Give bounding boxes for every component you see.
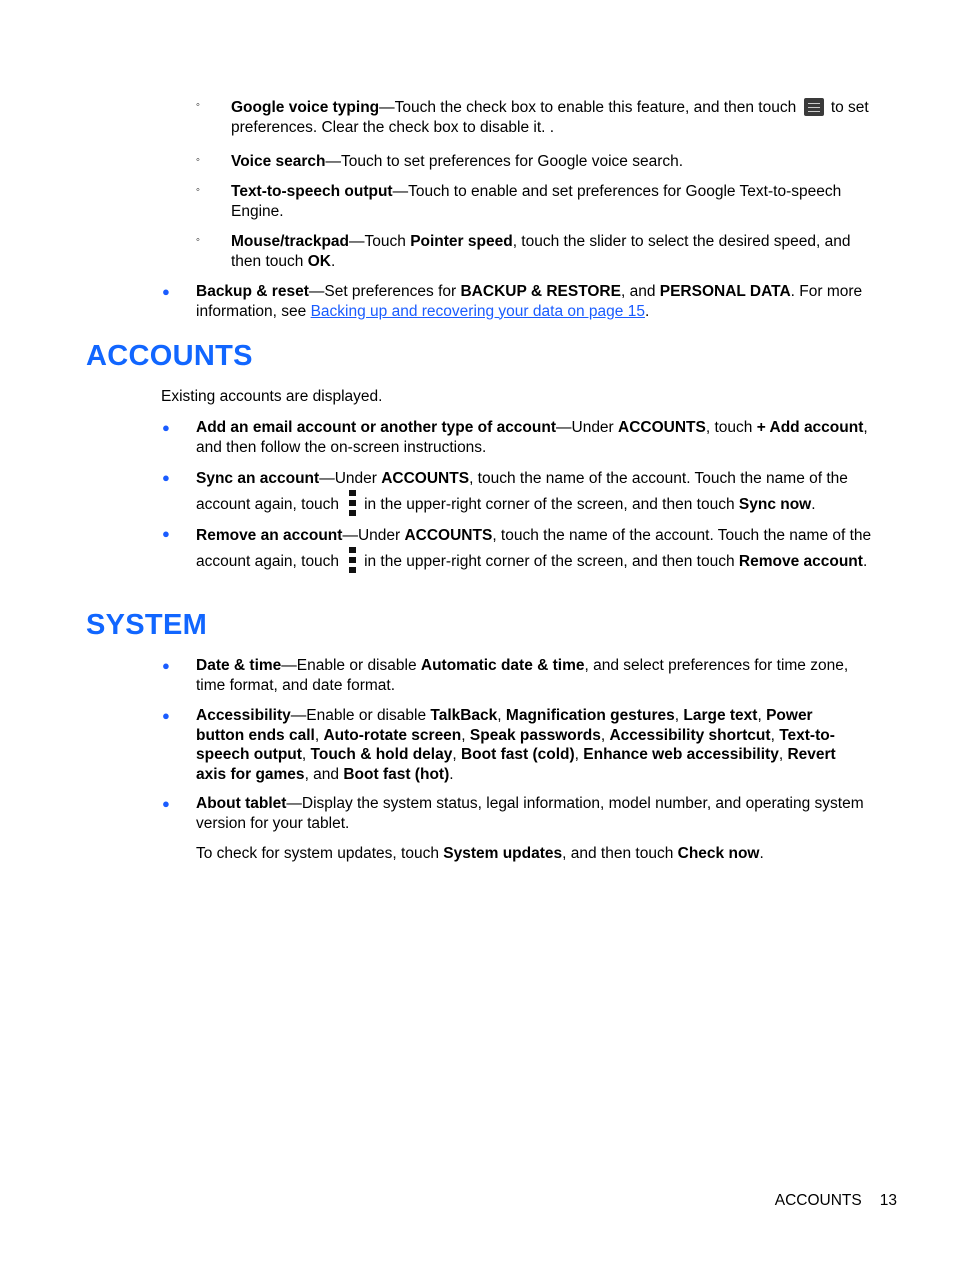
- accounts-heading: ACCOUNTS: [86, 340, 253, 372]
- sub-bullet-marker: ◦: [196, 154, 200, 166]
- accessibility-option: Auto-rotate screen: [323, 726, 462, 744]
- bullet-marker: ●: [162, 658, 170, 673]
- accessibility-option: Boot fast (cold): [460, 746, 575, 763]
- page-footer: [757, 1192, 897, 1210]
- bullet-marker: ●: [162, 420, 170, 435]
- accessibility-option: Revert axis for games: [196, 746, 836, 783]
- bullet-marker: ●: [162, 470, 170, 485]
- system-heading: SYSTEM: [86, 609, 208, 641]
- bullet-marker: ●: [162, 526, 170, 541]
- sub-bullet-marker: ◦: [196, 99, 200, 111]
- item-about-tablet: About tablet—Display the system status, legal information, model number, and operating system version for your tablet.: [196, 795, 864, 832]
- accessibility-option: Power button ends call: [196, 707, 813, 744]
- accessibility-option: Magnification gestures: [505, 707, 675, 724]
- accessibility-option: Accessibility shortcut: [609, 726, 771, 744]
- accessibility-option: Touch & hold delay: [310, 746, 453, 763]
- item-add-account: Add an email account or another type of account—Under ACCOUNTS, touch + Add account, and then follow the on-screen instructions.: [196, 419, 868, 456]
- accounts-intro: Existing accounts are displayed.: [161, 388, 383, 405]
- item-sync-account: Sync an account—Under ACCOUNTS, touch the name of the account. Touch the name of the account again, touch in the upper-right corner of the screen, and then touch Sync now.: [196, 468, 881, 516]
- page-number: 13: [879, 1192, 897, 1209]
- overflow-menu-icon: [349, 547, 356, 573]
- settings-sliders-icon: [804, 98, 824, 116]
- system-updates-note: To check for system updates, touch System updates, and then touch Check now.: [196, 845, 764, 862]
- bullet-marker: ●: [162, 708, 170, 723]
- accessibility-option: TalkBack: [430, 707, 498, 724]
- accessibility-option: Large text: [683, 707, 758, 724]
- item-date-time: Date & time—Enable or disable Automatic date & time, and select preferences for time zone, time format, and date format.: [196, 657, 849, 694]
- sub-bullet-marker: ◦: [196, 234, 200, 246]
- item-voice-search: Voice search—Touch to set preferences for Google voice search.: [231, 153, 684, 170]
- item-backup-reset: Backup & reset—Set preferences for BACKUP & RESTORE, and PERSONAL DATA. For more information, see Backing up and recovering your data on page 15.: [196, 283, 863, 320]
- bullet-marker: ●: [162, 284, 170, 299]
- item-text-to-speech: Text-to-speech output—Touch to enable and set preferences for Google Text-to-speech Engine.: [231, 183, 842, 220]
- accessibility-option: Text-to-speech output: [196, 726, 835, 763]
- item-google-voice-typing: Google voice typing—Touch the check box to enable this feature, and then touch to set preferences. Clear the check box to disable it. .: [231, 99, 869, 136]
- item-accessibility: Accessibility—Enable or disable TalkBack, Magnification gestures, Large text, Power button ends call, Auto-rotate screen, Speak passwords, Accessibility shortcut, Text-to-speech output, Touch & hold delay, Boot fast (cold), Enhance web accessibility, Revert axis for games, and Boot fast (hot).: [196, 707, 836, 783]
- backup-link[interactable]: Backing up and recovering your data on page 15: [310, 302, 645, 320]
- accessibility-options: TalkBack, Magnification gestures, Large text, Power button ends call, Auto-rotate screen, Speak passwords, Accessibility shortcut, Text-to-speech output, Touch & hold delay, Boot fast (cold), Enhance web accessibility, Revert axis for games: [196, 707, 836, 783]
- accessibility-option: Enhance web accessibility: [583, 746, 779, 763]
- item-mouse-trackpad: Mouse/trackpad—Touch Pointer speed, touch the slider to select the desired speed, and then touch OK.: [231, 233, 851, 270]
- bullet-marker: ●: [162, 796, 170, 811]
- item-remove-account: Remove an account—Under ACCOUNTS, touch the name of the account. Touch the name of the account again, touch in the upper-right corner of the screen, and then touch Remove account.: [196, 524, 881, 573]
- footer-section: ACCOUNTS: [774, 1192, 862, 1209]
- accessibility-option: Speak passwords: [469, 726, 601, 744]
- sub-bullet-marker: ◦: [196, 184, 200, 196]
- overflow-menu-icon: [349, 490, 356, 516]
